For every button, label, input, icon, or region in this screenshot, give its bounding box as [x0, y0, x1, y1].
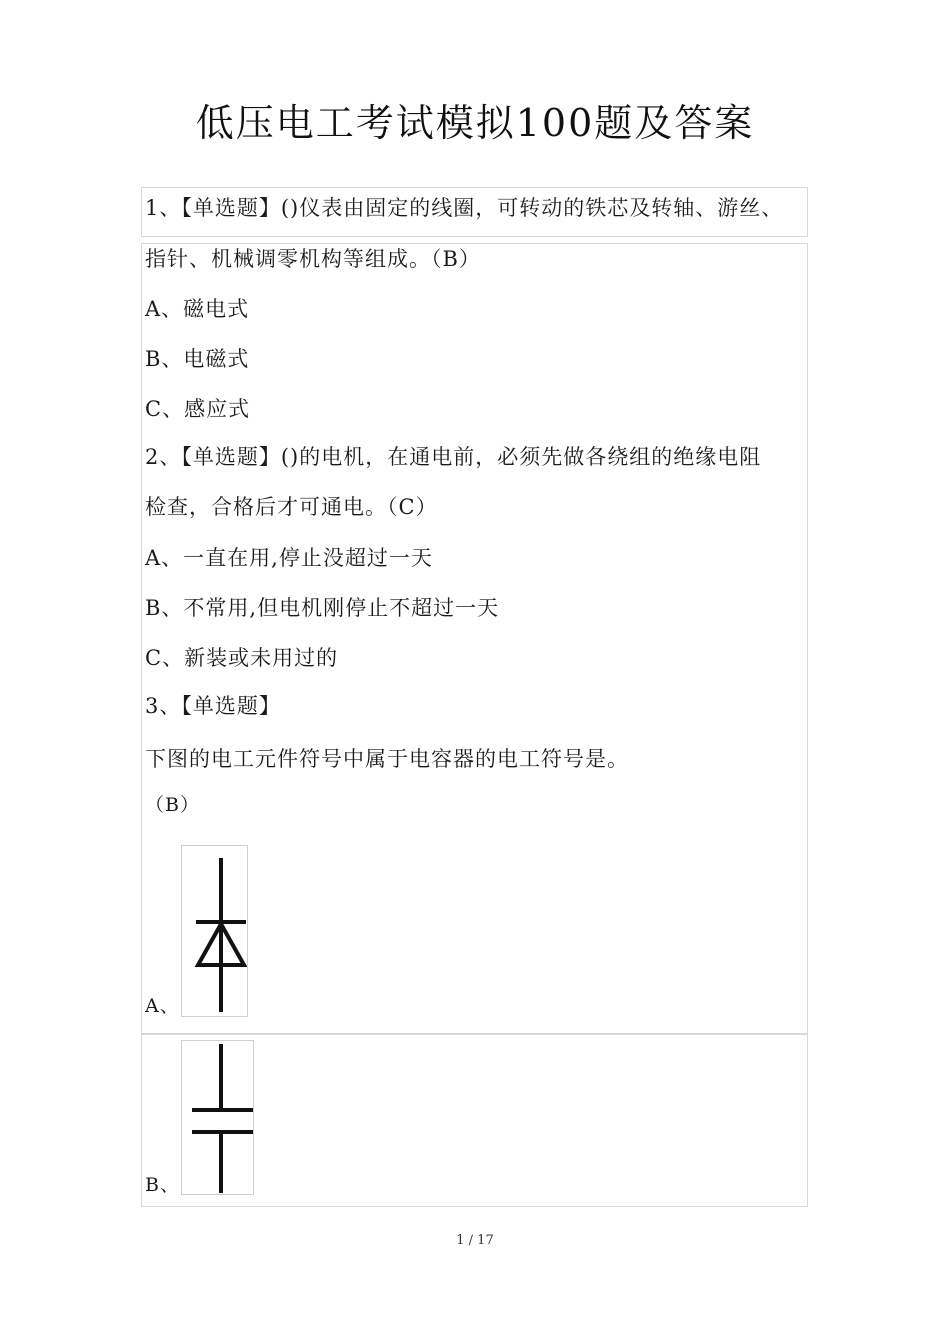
- q2-option-b: B、不常用,但电机刚停止不超过一天: [145, 596, 500, 620]
- diode-symbol-icon: [181, 845, 248, 1017]
- q1-option-c: C、感应式: [145, 397, 251, 421]
- q1-option-b: B、电磁式: [145, 347, 250, 371]
- q2-line1: 2、【单选题】()的电机，在通电前，必须先做各绕组的绝缘电阻: [145, 445, 762, 469]
- q2-option-a: A、一直在用,停止没超过一天: [145, 546, 433, 570]
- q3-option-b-label: B、: [145, 1174, 180, 1196]
- document-title: 低压电工考试模拟100题及答案: [195, 101, 755, 145]
- q3-option-a-label: A、: [145, 995, 180, 1017]
- q2-option-c: C、新装或未用过的: [145, 646, 339, 670]
- q2-line2: 检查，合格后才可通电。（C）: [145, 495, 438, 519]
- q1-line2: 指针、机械调零机构等组成。（B）: [145, 247, 481, 271]
- q1-line1: 1、【单选题】()仪表由固定的线圈，可转动的铁芯及转轴、游丝、: [145, 196, 784, 220]
- content-frame: [141, 243, 808, 830]
- q3-answer: （B）: [145, 794, 200, 816]
- q3-text: 下图的电工元件符号中属于电容器的电工符号是。: [145, 747, 629, 771]
- q3-header: 3、【单选题】: [145, 694, 281, 718]
- q1-option-a: A、磁电式: [145, 297, 250, 321]
- page-number: 1 / 17: [456, 1233, 494, 1248]
- capacitor-symbol-icon: [181, 1040, 254, 1195]
